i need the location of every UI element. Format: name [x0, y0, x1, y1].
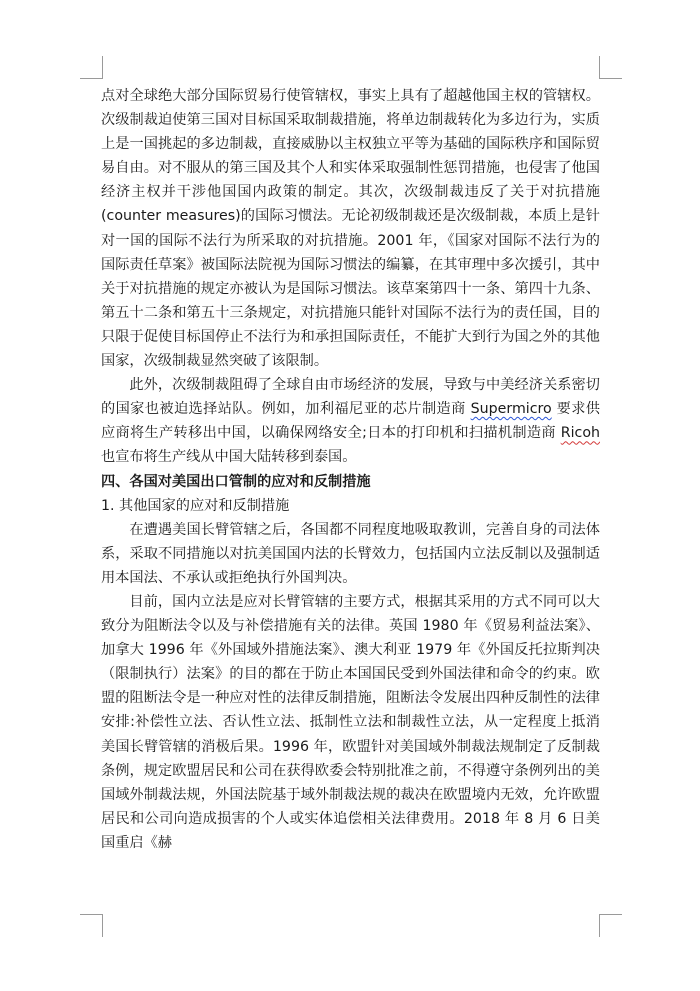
company-name-ricoh: Ricoh: [560, 425, 600, 442]
paragraph-sanctions-jurisdiction: 点对全球绝大部分国际贸易行使管辖权，事实上具有了超越他国主权的管辖权。次级制裁迫使第三国对目标国采取制裁措施，将单边制裁转化为多边行为，实质上是一国挑起的多边制裁，直接威胁以主权独立平等为基础的国际秩序和国际贸易自由。对不服从的第三国及其个人和实体采取强制性惩罚措施，也侵害了他国经济主权并干涉他国国内政策的制定。其次，次级制裁违反了关于对抗措施(counter measures)的国际习惯法。无论初级制裁还是次级制裁，本质上是针对一国的国际不法行为所采取的对抗措施。2001 年，《国家对国际不法行为的国际责任草案》被国际法院视为国际习惯法的编纂，在其审理中多次援引，其中关于对抗措施的规定亦被认为是国际习惯法。该草案第四十一条、第四十九条、第五十二条和第五十三条规定，对抗措施只能针对国际不法行为的责任国，目的只限于促使目标国停止不法行为和承担国际责任，不能扩大到行为国之外的其他国家，次级制裁显然突破了该限制。: [101, 88, 600, 370]
crop-mark-bottom-left: [80, 914, 103, 937]
company-name-supermicro: Supermicro: [470, 401, 552, 418]
paragraph-text: 要求供应商将生产转移出中国，以确保网络安全;日本的打印机和扫描机制造商: [101, 401, 600, 442]
crop-mark-top-right: [599, 56, 622, 79]
crop-mark-top-left: [80, 56, 103, 79]
paragraph-free-market-impact: [101, 373, 600, 469]
paragraph-text: 也宣布将生产线从中国大陆转移到泰国。: [101, 449, 357, 466]
paragraph-domestic-legislation: 目前，国内立法是应对长臂管辖的主要方式，根据其采用的方式不同可以大致分为阻断法令以及与补偿措施有关的法律。英国 1980 年《贸易利益法案》、加拿大 1996 年《外国域外措施法案》、澳大利亚 1979 年《外国反托拉斯判决（限制执行）法案》的目的都在于防止本国国民受到外国法律和命令的约束。欧盟的阻断法令是一种应对性的法律反制措施，阻断法令发展出四种反制性的法律安排:补偿性立法、否认性立法、抵制性立法和制裁性立法，从一定程度上抵消美国长臂管辖的消极后果。1996 年，欧盟针对美国域外制裁法规制定了反制裁条例，规定欧盟居民和公司在获得欧委会特别批准之前，不得遵守条例列出的美国域外制裁法规，外国法院基于域外制裁法规的裁决在欧盟境内无效，允许欧盟居民和公司向造成损害的个人或实体追偿相关法律费用。2018 年 8 月 6 日美国重启《赫: [101, 593, 600, 851]
paragraph-text: 此外，次级制裁阻碍了全球自由市场经济的发展，导致与中美经济关系密切的国家也被迫选择站队。例如，加利福尼亚的芯片制造商: [101, 377, 600, 418]
document-body: [101, 84, 600, 855]
paragraph-countermeasures-intro: 在遭遇美国长臂管辖之后，各国都不同程度地吸取教训，完善自身的司法体系，采取不同措施以对抗美国国内法的长臂效力，包括国内立法反制以及强制适用本国法、不承认或拒绝执行外国判决。: [101, 521, 600, 586]
crop-mark-bottom-right: [599, 914, 622, 937]
section-heading: 四、各国对美国出口管制的应对和反制措施: [101, 473, 371, 490]
subsection-heading: 1. 其他国家的应对和反制措施: [101, 497, 290, 514]
